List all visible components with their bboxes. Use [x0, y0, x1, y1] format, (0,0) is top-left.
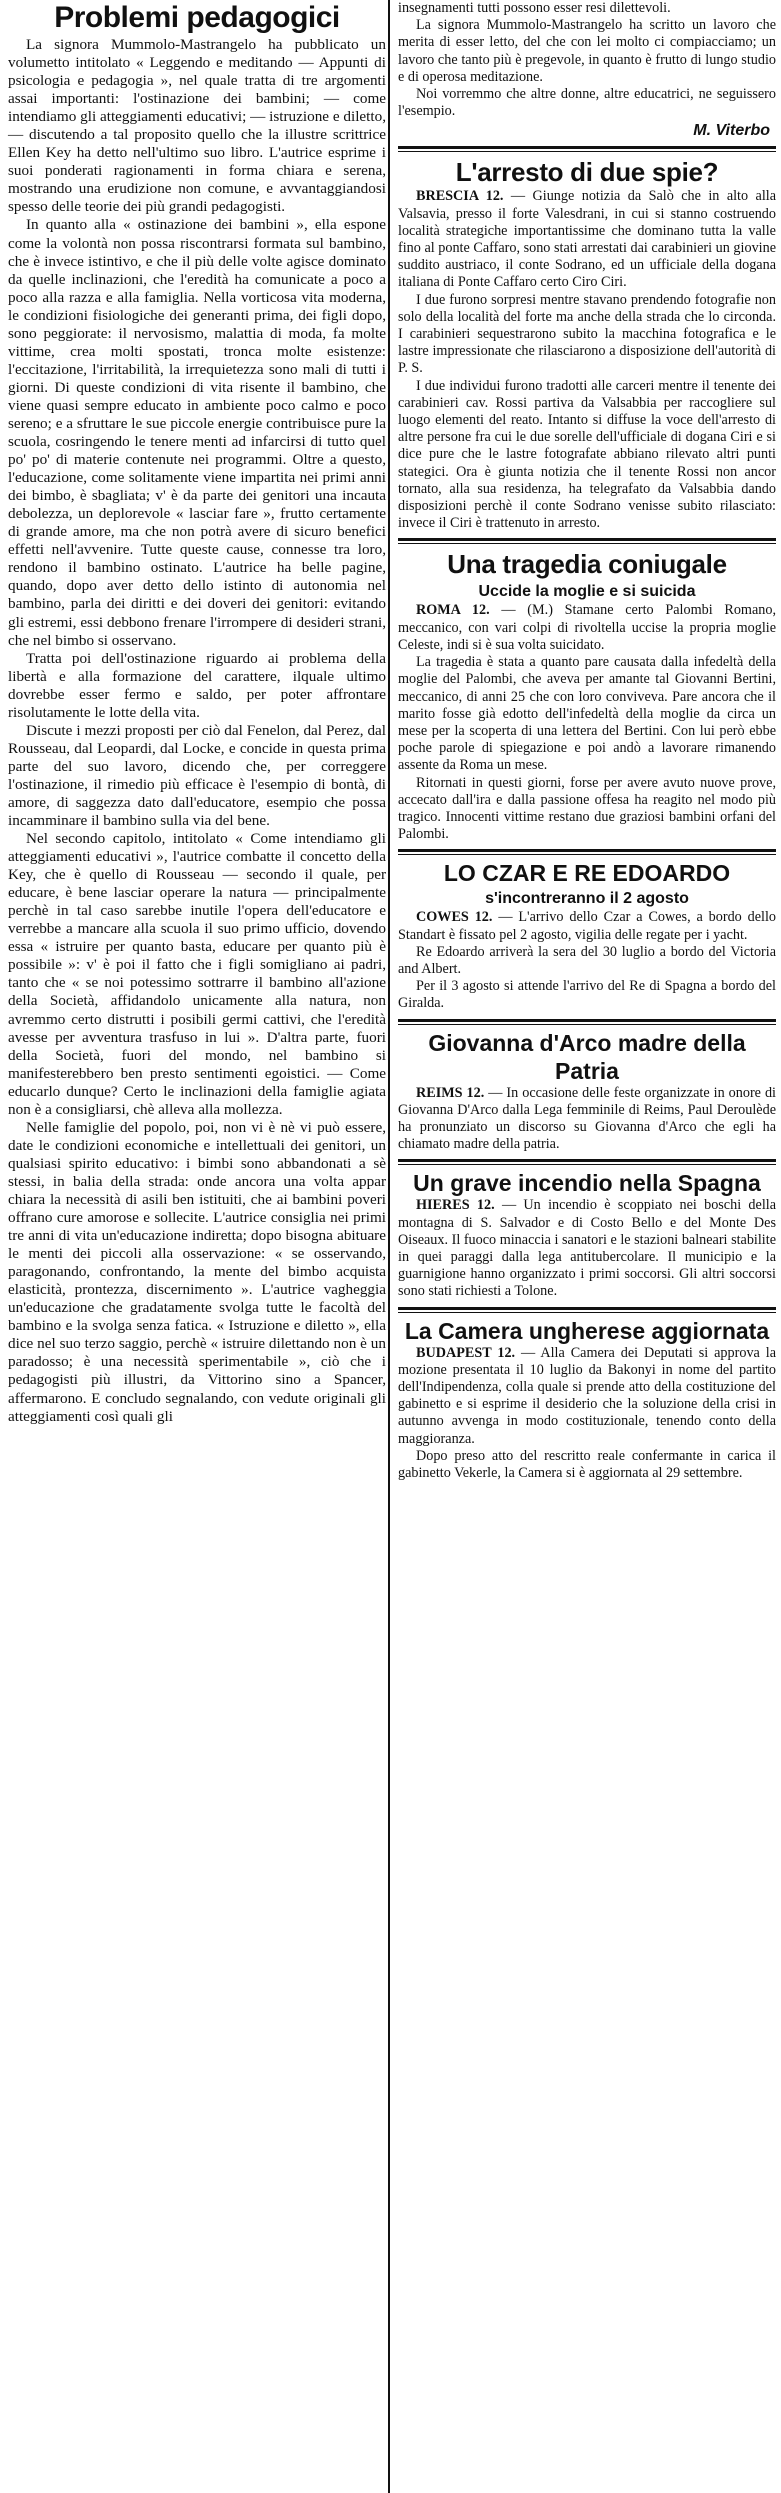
article-subtitle: Uccide la moglie e si suicida	[478, 583, 696, 601]
article-problemi-pedagogici-continued	[398, 0, 776, 140]
paragraph: La signora Mummolo-Mastrangelo ha scritto un lavoro che merita di esser letto, del che con lei molto ci compiacciamo; un lavoro che tanto più è pregevole, in quanto è frutto di lungo studio e di operosa meditazione.	[398, 17, 776, 85]
dateline: HIERES 12.	[416, 1197, 495, 1214]
dateline: COWES 12.	[416, 909, 493, 926]
paragraph: In quanto alla « ostinazione dei bambini », ella espone come la volontà non possa riscontrarsi formata sul bambino, che è invece istintivo, e che il più delle volte agisce dominato da quelle inclinazioni, che l'eredità ha comunicate a poco a poco alla razza e alla famiglia. Nella vorticosa vita moderna, le condizioni fisiologiche dei generanti prima, dei figli dopo, sono peggiorate: il nervosismo, malattia di moda, fa molte vittime, crea molti spostati, tronca molte esistenze: l'eccitazione, l'irritabilità, la irrequietezza sono mali di tutti i giorni. Di queste condizioni di vita risente il bambino, che viene quasi sempre educato in ambiente poco calmo e poco sereno; e a sfruttare le sue piccole energie contribuisce pure la scuola, cosringendo le tenere menti ad infarcirsi di tutto quel po' po' di materie contenute nei programmi. Oltre a questo, l'educazione, come solitamente viene impartita nei primi anni dei bimbo, è sbagliata; v' è da parte dei genitori una incauta debolezza, un deplorevole « lasciar fare », frutto certamente di grande amore, ma che non potrà avere di sicuro benefici effetti nell'avvenire. Tutte queste cause, connesse tra loro, rendono il bambino ostinato. L'autrice ha belle pagine, quando, dopo aver detto dello istinto di autonomia nel bambino, parla dei diritti e dei doveri dei genitori: evitando gli estremi, essi debbono frenare l'irrompere di desideri strani, che nel bimbo si osservano.	[8, 216, 386, 649]
paragraph: — (M.) Stamane certo Palombi Romano, meccanico, con vari colpi di rivoltella uccise la propria moglie Celeste, indi si è sua volta suicidato.	[398, 602, 777, 653]
dateline: BRESCIA 12.	[416, 188, 504, 205]
paragraph: — Giunge notizia da Salò che in alto alla Valsavia, presso il forte Valesdrani, in cui si stanno costruendo località strategiche importantissime che dominano tutta la valle fino al ponte Caffaro, sono stati arrestati dai carabinieri un giovine suddito austriaco, il conte Sodrano, ed un ufficiale della dogana italiana di Ponte Caffaro certo Ciro Ciri.	[398, 188, 777, 291]
section-divider	[398, 538, 776, 544]
paragraph: Per il 3 agosto si attende l'arrivo del Re di Spagna a bordo del Giralda.	[398, 978, 776, 1012]
paragraph: Nel secondo capitolo, intitolato « Come intendiamo gli atteggiamenti educativi », l'autrice combatte il concetto della Key, che è quello di Rousseau — secondo il quale, per educare, è bene lasciar operare la natura — principalmente perchè in tal caso sarebbe inutile l'opera dell'educatore e verrebbe a mancare alla scuola il suo primo ufficio, dovendo essa « istruire per quanto basta, educare per quanto più è possibile »: v' è poi il fatto che i figli somigliano ai padri, tanto che « se noi potessimo sottrarre il bambino all'azione della Società, affidandolo unicamente alla natura, non avremmo certo distrutti i posibili germi cattivi, che l'eredità avesse per avventura trasfuso in lui ». D'altra parte, fuori della Società, fuori del mondo, nel bambino si manifesterebbero ben presto sentimenti egoistici. — Come educarlo dunque? Certo le inclinazioni della famiglie agiata non è a consigliarsi, chè alleva alla mollezza.	[8, 830, 386, 1118]
paragraph: Discute i mezzi proposti per ciò dal Fenelon, dal Perez, dal Rousseau, dal Leopardi, dal Locke, e concide in questa prima parte del suo lavoro, dicendo che, per correggere l'ostinazione, il rimedio più efficace è l'esempio di bontà, di amore, di saggezza dato dall'educatore, esempio che possa incamminare il bambino sulla via del bene.	[8, 721, 386, 830]
article-camera-ungherese	[398, 1317, 776, 1483]
article-body	[398, 1345, 776, 1483]
article-problemi-pedagogici	[8, 0, 386, 1426]
dateline: ROMA 12.	[416, 602, 490, 619]
section-divider	[398, 1159, 776, 1165]
paragraph: Ritornati in questi giorni, forse per avere avuto nuove prove, accecato dall'ira e dalla passione offesa ha reagito nel modo più tragico. Innocenti vittime restano due graziosi bambini orfani del Palombi.	[398, 774, 776, 843]
paragraph: Noi vorremmo che altre donne, altre educatrici, ne seguissero l'esempio.	[398, 86, 776, 120]
paragraph: Re Edoardo arriverà la sera del 30 luglio a bordo del Victoria and Albert.	[398, 943, 776, 977]
paragraph: I due individui furono tradotti alle carceri mentre il tenente dei carabinieri cav. Rossi partiva da Valsabbia per raccogliere sul luogo elementi del reato. Intanto si diffuse la voce dell'arresto di altre persone fra cui le due sorelle dell'ufficiale di dogana Ciri e si dice pure che le lastre fotografate abbiano rilevato altri punti stategici. Ora è giunta notizia che il tenente Rossi non ancor tornato, alla sua residenza, ha telegrafato da Valsabbia dando disposizioni perchè il conte Sodrano venisse subito rilasciato: invece il Ciri è trattenuto in arresto.	[398, 377, 776, 532]
left-column	[8, 0, 386, 1428]
paragraph: Tratta poi dell'ostinazione riguardo ai problema della libertà e alla formazione del carattere, ilquale ultimo dovrebbe esser fermo e saldo, per poter affrontare risolutamente le lotte della vita.	[8, 649, 386, 721]
article-subtitle: s'incontreranno il 2 agosto	[485, 890, 689, 908]
paragraph: — Un incendio è scoppiato nei boschi della montagna di S. Salvador e di Costo Bello e del Monte Des Oiseaux. Il fuoco minaccia i sanatori e le stazioni balneari stabilite in quei paraggi dalla lega antitubercolare. Il municipio e la guarnigione hanno organizzato i primi soccorsi. Gli altri soccorsi sono stati richiesti a Tolone.	[398, 1197, 777, 1300]
right-column	[398, 0, 776, 1484]
paragraph: Dopo preso atto del rescritto reale confermante in carica il gabinetto Vekerle, la Camera si è aggiornata al 29 settembre.	[398, 1447, 776, 1481]
article-title: Un grave incendio nella Spagna	[413, 1170, 761, 1197]
article-body	[398, 188, 776, 532]
paragraph: — In occasione delle feste organizzate in onore di Giovanna D'Arco dalla Lega femminile di Reims, Paul Deroulède ha pronunziato un discorso su Giovanna d'Arco che egli ha chiamato madre della patria.	[398, 1084, 776, 1153]
article-body	[8, 36, 386, 1426]
section-divider	[398, 146, 776, 152]
paragraph: — Alla Camera dei Deputati si approva la mozione presentata il 10 luglio da Bakonyi in nome del partito dell'Indipendenza, colla quale si prende atto della costituzione del gabinetto e si esprime il desiderio che la soluzione della crisi in autunno avvenga in modo costituzionale, tenendo conto della maggioranza.	[398, 1344, 776, 1447]
paragraph: La tragedia è stata a quanto pare causata dalla infedeltà della moglie del Palombi, che aveva per amante tal Giovanni Bertini, meccanico, di anni 25 che con loro conviveva. Pare ancora che il marito fosse già edotto dell'infedeltà della moglie da circa un mese per la scoperta di una lettera del Bertini. Con lui però ebbe poche parole di spiegazione e poi andò a lavorare rimanendo assente da Roma un mese.	[398, 654, 776, 774]
article-title: Giovanna d'Arco madre della Patria	[428, 1029, 746, 1084]
article-body	[398, 1085, 776, 1154]
paragraph: La signora Mummolo-Mastrangelo ha pubblicato un volumetto intitolato « Leggendo e meditando — Appunti di psicologia e pedagogia », nel quale tratta di tre argomenti assai importanti: l'ostinazione dei bambini; — come intendiamo gli atteggiamenti educativi; — istruzione e diletto, — discutendo a tal proposito quello che la illustre scrittrice Ellen Key ha detto nell'ultimo suo libro. L'autrice esprime i suoi ponderati ragionamenti in forma chiara e serena, mostrando una erudizione non comune, e avvantaggiandosi spesso delle teorie dei più grandi pedagogisti.	[8, 36, 386, 216]
article-czar-edoardo	[398, 859, 776, 1012]
paragraph: I due furono sorpresi mentre stavano prendendo fotografie non solo della località del forte ma anche della strada che lo circonda. I carabinieri sequestrarono subito la macchina fotografica e le lastre impressionate che rilasciarono a disposizione dell'autorità di P. S.	[398, 291, 776, 377]
article-tragedia-coniugale	[398, 548, 776, 843]
article-incendio-spagna	[398, 1169, 776, 1300]
section-divider	[398, 1019, 776, 1025]
section-divider	[398, 849, 776, 855]
article-arresto-spie	[398, 156, 776, 532]
article-title: Una tragedia coniugale	[447, 549, 727, 580]
section-divider	[398, 1307, 776, 1313]
article-giovanna-darco	[398, 1029, 776, 1154]
article-title: LO CZAR E RE EDOARDO	[443, 860, 731, 887]
paragraph: insegnamenti tutti possono esser resi dilettevoli.	[398, 0, 671, 16]
paragraph: — L'arrivo dello Czar a Cowes, a bordo dello Standart è fissato pel 2 agosto, vigilia delle regate per i yacht.	[398, 909, 777, 943]
author-signature: M. Viterbo	[693, 122, 770, 140]
dateline: REIMS 12.	[416, 1084, 485, 1101]
article-body	[398, 0, 776, 120]
article-body	[398, 909, 776, 1012]
column-divider	[388, 0, 390, 2493]
article-title: L'arresto di due spie?	[455, 157, 719, 188]
paragraph: Nelle famiglie del popolo, poi, non vi è nè vi può essere, date le condizioni economiche e intellettuali dei genitori, un qualsiasi spirito educativo: i bimbi sono abbandonati a sè stessi, in balia della strada: onde ancora una volta appar chiara la necessità di asili ben istituiti, che ai bambini poveri offrano cure amorose e sollecite. L'autrice consiglia nei primi tre anni di vita un'educazione indiretta; dopo bisogna abituare le menti dei piccoli alla osservazione: « se osservando, paragonando, confrontando, la mente del bimbo acquista elasticità, prontezza, discernimento ». L'autrice vagheggia un'educazione che gradatamente svolga tutte le facoltà del bambino e la svolga senza fatica. « Istruzione e diletto », ella dice nel suo terzo saggio, perchè « istruire dilettando non è un paradosso; è una necessità sperimentabile », ciò che i pedagogisti più illustri, da Vittorino sino a Spancer, affermarono. E concludo segnalando, con vedute originali gli atteggiamenti così quali gli	[8, 1118, 386, 1425]
article-body	[398, 1197, 776, 1300]
article-title: La Camera ungherese aggiornata	[404, 1317, 770, 1344]
article-body	[398, 602, 776, 843]
dateline: BUDAPEST 12.	[416, 1344, 516, 1361]
article-title: Problemi pedagogici	[54, 1, 340, 34]
